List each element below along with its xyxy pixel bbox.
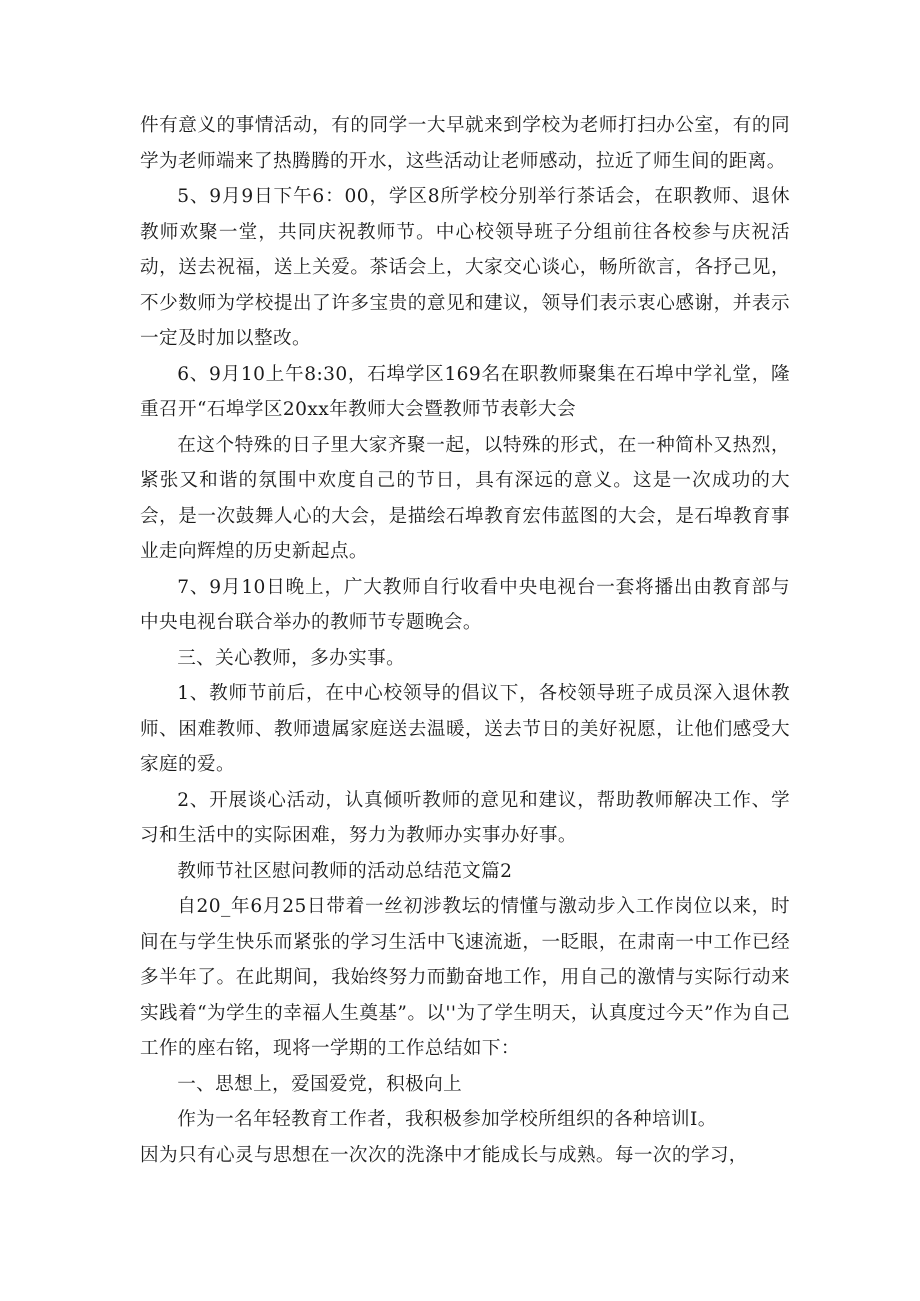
- article-title-2: 教师节社区慰问教师的活动总结范文篇2: [177, 860, 513, 882]
- paragraph-care-2: 2、开展谈心活动，认真倾听教师的意见和建议，帮助教师解决工作、学习和生活中的实际困难，努力为教师办实事办好事。: [140, 789, 790, 846]
- paragraph-significance: 在这个特殊的日子里大家齐聚一起，以特殊的形式，在一种简朴又热烈，紧张又和谐的氛围中欢度自己的节日，具有深远的意义。这是一次成功的大会，是一次鼓舞人心的大会，是描绘石埠教育宏伟蓝图的大会，是石埠教育事业走向辉煌的历史新起点。: [140, 434, 790, 562]
- paragraph-growth: 因为只有心灵与思想在一次次的洗涤中才能成长与成熟。每一次的学习，: [140, 1144, 748, 1166]
- paragraph-item-7: 7、9月10日晚上，广大教师自行收看中央电视台一套将播出由教育部与中央电视台联合举办的教师节专题晚会。: [140, 576, 790, 633]
- paragraph-continuation: 件有意义的事情活动，有的同学一大早就来到学校为老师打扫办公室，有的同学为老师端来了热腾腾的开水，这些活动让老师感动，拉近了师生间的距离。: [140, 115, 790, 172]
- paragraph-item-6: 6、9月10上午8:30，石埠学区169名在职教师聚集在石埠中学礼堂，隆重召开“石埠学区20xx年教师大会暨教师节表彰大会: [140, 363, 790, 420]
- section-heading-care: 三、关心教师，多办实事。: [177, 647, 406, 669]
- paragraph-intro: 自20_年6月25日带着一丝初涉教坛的情懂与激动步入工作岗位以来，时间在与学生快乐而紧张的学习生活中飞速流逝，一眨眼，在肃南一中工作已经多半年了。在此期间，我始终努力而勤奋地工作，用自己的激情与实际行动来实践着“为学生的幸福人生奠基”。以''为了学生明天，认真度过今天”作为自己工作的座右铭，现将一学期的工作总结如下：: [140, 896, 790, 1059]
- paragraph-item-5: 5、9月9日下午6：00，学区8所学校分别举行茶话会，在职教师、退休教师欢聚一堂，共同庆祝教师节。中心校领导班子分组前往各校参与庆祝活动，送去祝福，送上关爱。茶话会上，大家交心谈心，畅所欲言，各抒己见，不少数师为学校提出了许多宝贵的意见和建议，领导们表示衷心感谢，并表示一定及时加以整改。: [140, 186, 790, 349]
- document-body: [140, 108, 790, 1173]
- section-heading-thought: 一、思想上，爱国爱党，积极向上: [177, 1073, 463, 1095]
- paragraph-care-1: 1、教师节前后，在中心校领导的倡议下，各校领导班子成员深入退休教师、困难教师、教师遗属家庭送去温暖，送去节日的美好祝愿，让他们感受大家庭的爱。: [140, 683, 790, 775]
- paragraph-training: 作为一名年轻教育工作者，我积极参加学校所组织的各种培训I。: [177, 1109, 717, 1130]
